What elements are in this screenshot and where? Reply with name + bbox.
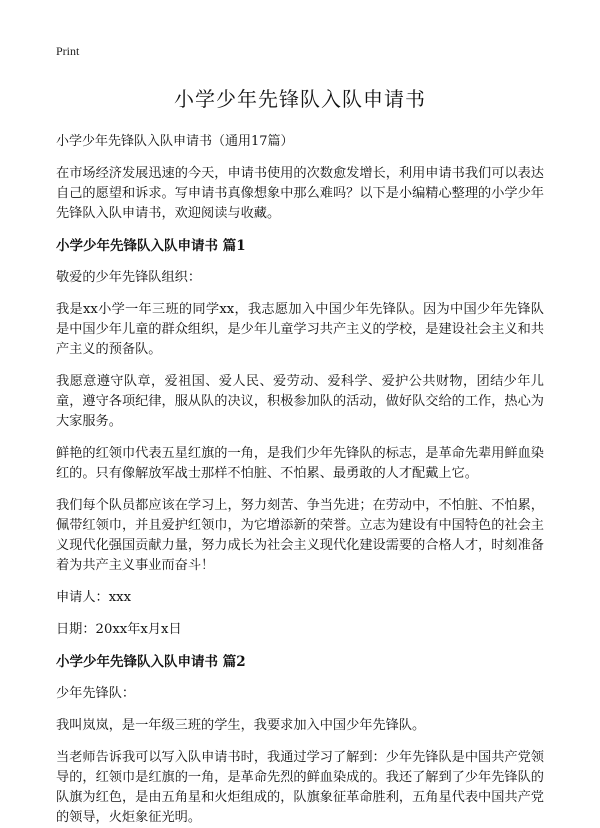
section-paragraph: 我是xx小学一年三班的同学xx，我志愿加入中国少年先锋队。因为中国少年先锋队是中国少年儿童的群众组织，是少年儿童学习共产主义的学校，是建设社会主义和共产主义的预备队。: [56, 302, 544, 357]
section-paragraph: 我们每个队员都应该在学习上，努力刻苦、争当先进；在劳动中，不怕脏、不怕累，佩带红领巾，并且爱护红领巾，为它增添新的荣誉。立志为建设有中国特色的社会主义现代化强国贡献力量，努力成长为社会主义现代化建设需要的合格人才，时刻准备着为共产主义事业而奋斗！: [56, 498, 544, 573]
application-date: 日期：20xx年x月x日: [56, 622, 182, 637]
section-heading: 小学少年先锋队入队申请书 篇1: [56, 238, 246, 254]
section-paragraph: 我愿意遵守队章，爱祖国、爱人民、爱劳动、爱科学、爱护公共财物，团结少年儿童，遵守各项纪律，服从队的决议，积极参加队的活动，做好队交给的工作，热心为大家服务。: [56, 374, 544, 429]
applicant-signature: 申请人：xxx: [56, 590, 132, 605]
section-greeting: 少年先锋队：: [56, 686, 136, 701]
section-paragraph: 当老师告诉我可以写入队申请书时，我通过学习了解到：少年先锋队是中国共产党领导的，红领巾是红旗的一角，是革命先烈的鲜血染成的。我还了解到了少年先锋队的队旗为红色，是由五角星和火炬组成的，队旗象征革命胜利，五角星代表中国共产党的领导，火炬象征光明。: [56, 750, 544, 825]
section-1: [56, 236, 544, 640]
section-paragraph: 我叫岚岚，是一年级三班的学生，我要求加入中国少年先锋队。: [56, 718, 426, 733]
page-title: 小学少年先锋队入队申请书: [174, 87, 426, 111]
section-2: [56, 652, 544, 828]
intro-paragraph: 在市场经济发展迅速的今天，申请书使用的次数愈发增长，利用申请书我们可以表达自己的愿望和诉求。写申请书真像想象中那么难吗？以下是小编精心整理的小学少年先锋队入队申请书，欢迎阅读与收藏。: [56, 166, 544, 221]
print-link[interactable]: Print: [56, 44, 80, 58]
section-greeting: 敬爱的少年先锋队组织：: [56, 270, 202, 285]
document-subtitle: 小学少年先锋队入队申请书（通用17篇）: [56, 134, 294, 149]
section-paragraph: 鲜艳的红领巾代表五星红旗的一角，是我们少年先锋队的标志，是革命先辈用鲜血染红的。只有像解放军战士那样不怕脏、不怕累、最勇敢的人才配戴上它。: [56, 446, 544, 481]
section-heading: 小学少年先锋队入队申请书 篇2: [56, 654, 246, 670]
